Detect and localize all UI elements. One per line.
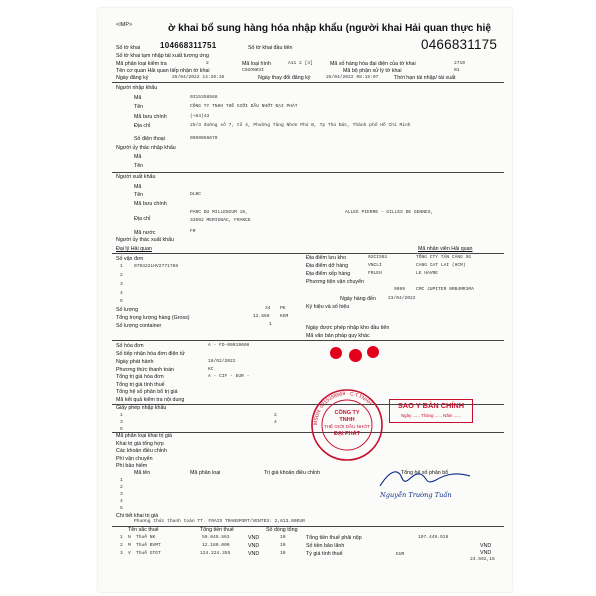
imp-tag: <IMP> <box>116 22 133 28</box>
tax-row-1-count: 10 <box>280 535 286 540</box>
tong-tien-thue-label: Tổng tiền thuế <box>200 527 234 533</box>
ngay-den-label: Ngày hàng đến <box>340 296 376 302</box>
chi-tiet-value: Phương thức thanh toán TT. FRAIS TRANSPORT/VENTES: 2,613.00EUR <box>134 519 305 524</box>
entrust-section-label: Người ủy thác nhập khẩu <box>116 145 176 151</box>
tax-row-2-name: Thuế BVMT <box>136 543 161 548</box>
tri-gia-khoan-label: Trị giá khoản điều chỉnh <box>264 470 321 476</box>
so-dong-label: Số dòng tổng <box>266 527 298 533</box>
tax-row-3-no: 3 <box>120 551 123 556</box>
ten-sac-thue-label: Tên sắc thuế <box>128 527 159 533</box>
dia-diem-xep-name: LE HAVRE <box>416 271 439 276</box>
importer-ten-label: Tên <box>134 104 144 110</box>
exporter-ten-label: Tên <box>134 192 144 198</box>
importer-buu-chinh-label: Mã bưu chính <box>134 114 167 120</box>
gp-row-1: 1 <box>120 413 123 418</box>
signature <box>376 466 476 492</box>
phi-van-chuyen-label: Phí vận chuyển <box>116 456 153 462</box>
ma-loai-hinh-label: Mã loại hình <box>242 61 271 67</box>
adj-row-3: 3 <box>120 492 123 497</box>
so-hoa-don-value: A - FD-00019608 <box>208 343 250 348</box>
tong-phai-nop-value: 197.449.918 <box>418 535 449 540</box>
so-hoa-don-label: Số hóa đơn <box>116 343 144 349</box>
exporter-section-label: Người xuất khẩu <box>116 174 156 180</box>
exporter-dia-chi-label: Địa chỉ <box>134 216 151 222</box>
gp-row-2: 2 <box>274 413 277 418</box>
tax-row-3-cur: VND <box>248 551 260 557</box>
phi-bao-hiem-label: Phí bảo hiểm <box>116 463 148 469</box>
tax-row-2-no: 2 <box>120 543 123 548</box>
ma-loai-hinh-value: A11 2 [4] <box>288 61 313 66</box>
ma-bo-phan-label: Mã bộ phận xử lý tờ khai <box>343 68 402 74</box>
ngay-thay-doi-value: 25/04/2022 08:15:07 <box>326 75 379 80</box>
ngay-phat-hanh-value: 18/02/2022 <box>208 359 236 364</box>
van-don-row-1-value: 070322LHV2771768 <box>134 264 179 269</box>
exporter-buu-chinh-label: Mã bưu chính <box>134 201 167 207</box>
importer-dien-thoai-label: Số điện thoại <box>134 136 165 142</box>
phuong-tien-label: Phương tiện vận chuyển <box>306 279 364 285</box>
importer-section-label: Người nhập khẩu <box>116 85 158 91</box>
exporter-dia-chi-2: ALLEE PIERRE - GILLES DE GENNES, <box>345 210 434 215</box>
stamp-ring-text: MSDN: 0315358568 · C.T.TNHH <box>312 390 373 426</box>
ma-phan-loai-label: Mã phân loại <box>190 470 221 476</box>
tax-row-2-count: 10 <box>280 543 286 548</box>
tax-row-1-name: Thuế NK <box>136 535 156 540</box>
tong-he-so-label: Tổng hệ số phân bổ trị giá <box>116 389 178 395</box>
so-luong-value: 34 <box>265 306 271 311</box>
dia-diem-do-code: VNCLI <box>368 263 382 268</box>
van-don-row-5-no: 5 <box>120 299 123 304</box>
ty-gia-label: Tỷ giá tính thuế <box>306 551 343 557</box>
container-label: Số lượng container <box>116 323 162 329</box>
ma-ten-label: Mã tên <box>134 470 151 476</box>
importer-ten-value: CÔNG TY TNHH THẾ GIỚI DẦU NHỚT ĐẠI PHÁT <box>190 104 298 109</box>
big-declaration-number: 0466831175 <box>421 37 498 52</box>
stamp-line-1: CÔNG TY <box>334 410 360 416</box>
adj-row-2: 2 <box>120 485 123 490</box>
tax-row-2-amount: 12.180.000 <box>202 543 230 548</box>
ma-kq-label: Mã kết quả kiểm tra nội dung <box>116 397 185 403</box>
ma-van-ban-label: Mã văn bản pháp quy khác <box>306 333 370 339</box>
entrust-ten-label: Tên <box>134 163 144 169</box>
van-don-row-3-no: 3 <box>120 282 123 287</box>
divider <box>112 340 504 341</box>
tong-phai-nop-cur: VND <box>480 543 492 549</box>
trong-luong-label: Tổng trọng lượng hàng (Gross) <box>116 315 190 321</box>
khai-tri-gia-label: Khai trị giá tổng hợp <box>116 441 164 447</box>
dia-diem-luu-code: 02CIS01 <box>368 255 388 260</box>
importer-buu-chinh-value: (+84)43 <box>190 114 210 119</box>
stamp-line-3: THẾ GIỚI DẦU NHỚT <box>323 424 371 429</box>
chi-tiet-label: Chi tiết khai trị giá <box>116 513 159 519</box>
ma-phan-loai-kt-value: 2 <box>206 61 209 66</box>
dia-diem-luu-label: Địa điểm lưu kho <box>306 255 347 261</box>
tax-row-2-cur: VND <box>248 543 260 549</box>
certified-copy-stamp <box>389 399 473 423</box>
exporter-ma-nuoc-value: FR <box>190 229 196 234</box>
tong-tri-gia-label: Tổng trị giá hóa đơn <box>116 374 164 380</box>
dia-diem-do-name: CANG CAT LAI (HCM) <box>416 263 466 268</box>
tax-row-3-code: V <box>128 551 131 556</box>
adj-row-4: 4 <box>120 499 123 504</box>
ma-so-hh-label: Mã số hàng hóa đại diện của tờ khai <box>330 61 416 67</box>
tax-row-3-amount: 124.224.355 <box>200 551 231 556</box>
dia-diem-do-label: Địa điểm dỡ hàng <box>306 263 349 269</box>
tong-tri-gia-value: A - CIF - EUR - <box>208 374 250 379</box>
ma-phan-loai-khai-label: Mã phân loại khai trị giá <box>116 433 172 439</box>
importer-ma-value: 0315358568 <box>190 95 218 100</box>
van-don-row-2-no: 2 <box>120 273 123 278</box>
exporter-dia-chi-1: PARC DU MILLENIUM 10, <box>190 210 248 215</box>
ngay-phat-hanh-label: Ngày phát hành <box>116 359 154 365</box>
importer-dia-chi-label: Địa chỉ <box>134 123 151 129</box>
tax-row-3-count: 10 <box>280 551 286 556</box>
phuong-tien-name: CMC JUPITER 0RB4MR1MA <box>416 287 474 292</box>
tax-row-1-amount: 59.045.563 <box>202 535 230 540</box>
ma-so-hh-value: 2710 <box>454 61 466 66</box>
signature-scribble-icon <box>376 466 476 492</box>
importer-dien-thoai-value: 0969056670 <box>190 136 218 141</box>
exporter-ten-value: DLBC <box>190 192 202 197</box>
document-title: ờ khai bổ sung hàng hóa nhập khẩu (người khai Hải quan thực hiệ <box>168 23 492 34</box>
dia-diem-luu-name: TỔNG CTY TÂN CẢNG SG <box>416 255 472 260</box>
so-tien-bao-lanh-cur: VND <box>480 550 492 556</box>
red-mark <box>330 347 342 359</box>
container-value: 1 <box>269 322 272 327</box>
tax-row-2-code: M <box>128 543 131 548</box>
tong-he-so-pb-label: Tổng hệ số phân bổ <box>401 470 449 476</box>
cac-khoan-label: Các khoản điều chỉnh <box>116 448 167 454</box>
giay-phep-label: Giấy phép nhập khẩu <box>116 405 167 411</box>
ma-nhan-vien-label: Mã nhân viên Hải quan <box>418 246 473 252</box>
signer-name: Nguyễn Trường Tuấn <box>380 491 452 499</box>
so-luong-unit: PK <box>280 306 286 311</box>
ngay-den-value: 23/04/2022 <box>388 296 416 301</box>
certified-copy-title: SAO Y BẢN CHÍNH <box>397 401 465 410</box>
tax-row-1-code: N <box>128 535 131 540</box>
van-don-row-4-no: 4 <box>120 291 123 296</box>
tong-phai-nop-label: Tổng tiền thuế phải nộp <box>306 535 362 541</box>
gp-row-4: 4 <box>274 420 277 425</box>
ten-co-quan-label: Tên cơ quan Hải quan tiếp nhận tờ khai <box>116 68 210 74</box>
divider <box>112 253 504 254</box>
importer-ma-label: Mã <box>134 95 142 101</box>
entrust-ma-label: Mã <box>134 154 142 160</box>
tax-row-1-no: 1 <box>120 535 123 540</box>
certified-copy-date: Ngày ...... Tháng ...... Năm ...... <box>401 413 461 418</box>
so-to-khai-value: 104668311751 <box>160 41 217 50</box>
phuong-thuc-value: KC <box>208 367 214 372</box>
trong-luong-value: 12.569 <box>253 314 270 319</box>
phuong-thuc-label: Phương thức thanh toán <box>116 367 174 373</box>
ngay-dang-ky-label: Ngày đăng ký <box>116 75 149 81</box>
ngay-duoc-label: Ngày được phép nhập kho đầu tiên <box>306 325 390 331</box>
adj-row-1: 1 <box>120 478 123 483</box>
dia-diem-xep-code: FRLEH <box>368 271 382 276</box>
tax-row-3-name: Thuế GTGT <box>136 551 161 556</box>
stamp-line-2: TNHH <box>339 417 355 423</box>
ngay-thay-doi-label: Ngày thay đổi đăng ký <box>258 75 311 81</box>
dai-ly-label: Đại lý Hải quan <box>116 246 152 252</box>
tax-row-1-cur: VND <box>248 535 260 541</box>
so-van-don-label: Số vận đơn <box>116 256 144 262</box>
so-to-khai-label: Số tờ khai <box>116 45 141 51</box>
so-to-khai-dau-label: Số tờ khai đầu tiên <box>248 45 293 51</box>
ngay-dang-ky-value: 26/04/2022 14:20:35 <box>172 75 225 80</box>
ten-co-quan-value: CSGONKVI <box>242 68 265 73</box>
red-mark <box>349 349 362 362</box>
divider <box>112 82 504 83</box>
importer-dia-chi-value: 25/3 đường số 7, tổ 4, Phường Tăng Nhơn Phú B, Tp Thủ Đức, Thành phố Hồ Chí Minh <box>190 123 411 128</box>
declaration-document <box>98 8 512 592</box>
ma-phan-loai-kt-label: Mã phân loại kiểm tra <box>116 61 167 67</box>
ty-gia-value: 24.592,16 <box>470 557 495 562</box>
ky-hieu-label: Ký hiệu và số hiệu <box>306 304 350 310</box>
gp-row-5: 5 <box>120 427 123 432</box>
phuong-tien-code: 9999 <box>394 287 406 292</box>
thoi-han-label: Thời hạn tái nhập/ tái xuất <box>394 75 456 81</box>
so-tiep-nhan-label: Số tiếp nhận hóa đơn điện tử <box>116 351 185 357</box>
so-luong-label: Số lượng <box>116 307 139 313</box>
adj-row-5: 5 <box>120 506 123 511</box>
company-stamp <box>310 388 384 462</box>
so-tien-bao-lanh-label: Số tiền bảo lãnh <box>306 543 345 549</box>
tong-tri-gia-tt-label: Tổng trị giá tính thuế <box>116 382 165 388</box>
exporter-ma-nuoc-label: Mã nước <box>134 230 156 236</box>
ty-gia-cur: EUR <box>396 552 405 557</box>
so-tk-tam-nhap-label: Số tờ khai tạm nhập tái xuất tương ứng <box>116 53 209 59</box>
ma-bo-phan-value: 01 <box>454 68 460 73</box>
divider <box>112 172 504 173</box>
gp-row-3: 3 <box>120 420 123 425</box>
dia-diem-xep-label: Địa điểm xếp hàng <box>306 271 351 277</box>
red-mark <box>367 346 379 358</box>
exporter-dia-chi-3: 33692 MERIGNAC, FRANCE <box>190 218 251 223</box>
divider <box>112 526 504 527</box>
van-don-row-1-no: 1 <box>120 264 123 269</box>
stamp-line-4: ĐẠI PHÁT <box>334 431 360 437</box>
exporter-uy-thac-label: Người ủy thác xuất khẩu <box>116 237 174 243</box>
exporter-ma-label: Mã <box>134 184 142 190</box>
trong-luong-unit: KGM <box>280 314 289 319</box>
